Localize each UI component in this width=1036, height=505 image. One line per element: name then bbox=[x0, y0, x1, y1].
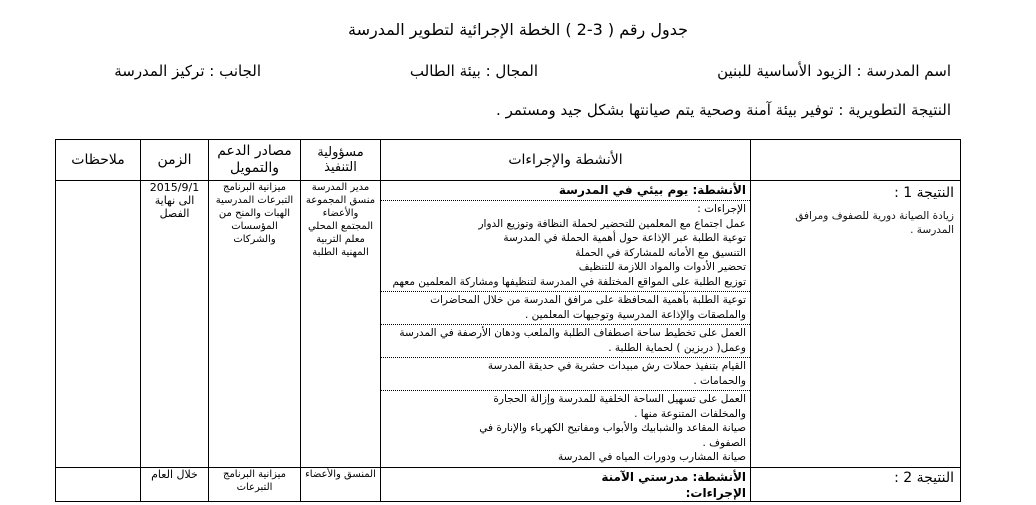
activity-line: وعمل( دربزين ) لحماية الطلبة . bbox=[608, 341, 746, 354]
activity-line: توزيع الطلبة على المواقع المختلفة في المدرسة لتنظيفها ومشاركة المعلمين معهم bbox=[392, 275, 746, 288]
activity-sub: الإجراءات: bbox=[685, 485, 746, 500]
activity-line: الصفوف . bbox=[702, 436, 746, 449]
activity-line: والمخلفات المتنوعة منها . bbox=[634, 407, 746, 420]
notes-cell bbox=[56, 467, 141, 501]
responsibility-cell: المنسق والأعضاء bbox=[301, 467, 381, 501]
activities-cell bbox=[381, 467, 751, 501]
activity-block bbox=[381, 292, 750, 325]
activity-line: عمل اجتماع مع المعلمين للتحضير لحملة النظافة وتوزيع الدوار bbox=[478, 217, 746, 230]
activity-title: الأنشطة: يوم بيئي في المدرسة bbox=[381, 181, 750, 201]
activity-line: والملصقات والإذاعة المدرسية وتوجيهات المعلمين . bbox=[524, 308, 746, 321]
result-label: النتيجة 1 : bbox=[894, 185, 954, 201]
notes-cell bbox=[56, 181, 141, 468]
result-description: زيادة الصيانة دورية للصفوف ومرافق المدرسة . bbox=[795, 210, 954, 236]
development-outcome: النتيجة التطويرية : توفير بيئة آمنة وصحية يتم صيانتها بشكل جيد ومستمر . bbox=[496, 101, 951, 119]
header-result bbox=[751, 140, 961, 181]
school-name: اسم المدرسة : الزيود الأساسية للبنين bbox=[717, 62, 951, 80]
header-notes: ملاحظات bbox=[56, 140, 141, 181]
header-responsibility: مسؤولية التنفيذ bbox=[301, 140, 381, 181]
funding-cell: ميزانية البرنامج التبرعات المدرسية الهبات والمنح من المؤسسات والشركات bbox=[209, 181, 301, 468]
responsibility-cell: مدير المدرسة منسق المجموعة والأعضاء المجتمع المحلي معلم التربية المهنية الطلبة bbox=[301, 181, 381, 468]
aspect-label: الجانب : تركيز المدرسة bbox=[114, 62, 261, 80]
activity-line: القيام بتنفيذ حملات رش مبيدات حشرية في حديقة المدرسة bbox=[487, 360, 746, 372]
result-label: النتيجة 2 : bbox=[894, 469, 954, 486]
activity-line: الإجراءات : bbox=[697, 203, 746, 215]
activity-line: توعية الطلبة عبر الإذاعة حول أهمية الحملة في المدرسة bbox=[503, 232, 746, 244]
table-row bbox=[56, 467, 961, 501]
activity-line: العمل على تخطيط ساحة اصطفاف الطلبة والملعب ودهان الأرصفة في المدرسة bbox=[399, 327, 746, 339]
activity-line: العمل على تسهيل الساحة الخلفية للمدرسة وإزالة الحجارة bbox=[493, 393, 746, 405]
page-title: جدول رقم ( 3-2 ) الخطة الإجرائية لتطوير المدرسة bbox=[348, 20, 688, 39]
time-cell: خلال العام bbox=[141, 467, 209, 501]
header-activities: الأنشطة والإجراءات bbox=[381, 140, 751, 181]
action-plan-table bbox=[55, 139, 961, 502]
activity-line: والحمامات . bbox=[693, 374, 746, 387]
activity-title: الأنشطة: مدرستي الآمنة bbox=[601, 469, 746, 484]
time-cell: 2015/9/1 الى نهاية الفصل bbox=[141, 181, 209, 468]
field-label: المجال : بيئة الطالب bbox=[409, 62, 538, 80]
table-header-row bbox=[56, 140, 961, 181]
activity-line: صيانة المشارب ودورات المياه في المدرسة bbox=[558, 451, 746, 463]
activity-line: تحضير الأدوات والمواد اللازمة للتنظيف bbox=[578, 261, 746, 273]
result-cell bbox=[751, 467, 961, 501]
activity-line: التنسيق مع الأمانه للمشاركة في الحملة bbox=[575, 246, 746, 259]
result-cell bbox=[751, 181, 961, 468]
header-time: الزمن bbox=[141, 140, 209, 181]
activity-line: توعية الطلبة بأهمية المحافظة على مرافق المدرسة من خلال المحاضرات bbox=[430, 294, 746, 306]
activity-block bbox=[381, 358, 750, 391]
activity-block bbox=[381, 325, 750, 358]
activity-block bbox=[381, 391, 750, 467]
table-row bbox=[56, 181, 961, 468]
activities-cell bbox=[381, 181, 751, 468]
header-funding: مصادر الدعم والتمويل bbox=[209, 140, 301, 181]
activity-block bbox=[381, 201, 750, 292]
activity-line: صيانة المقاعد والشبابيك والأبواب ومفاتيح الكهرباء والإنارة في bbox=[479, 422, 746, 434]
funding-cell: ميزانية البرنامج التبرعات bbox=[209, 467, 301, 501]
